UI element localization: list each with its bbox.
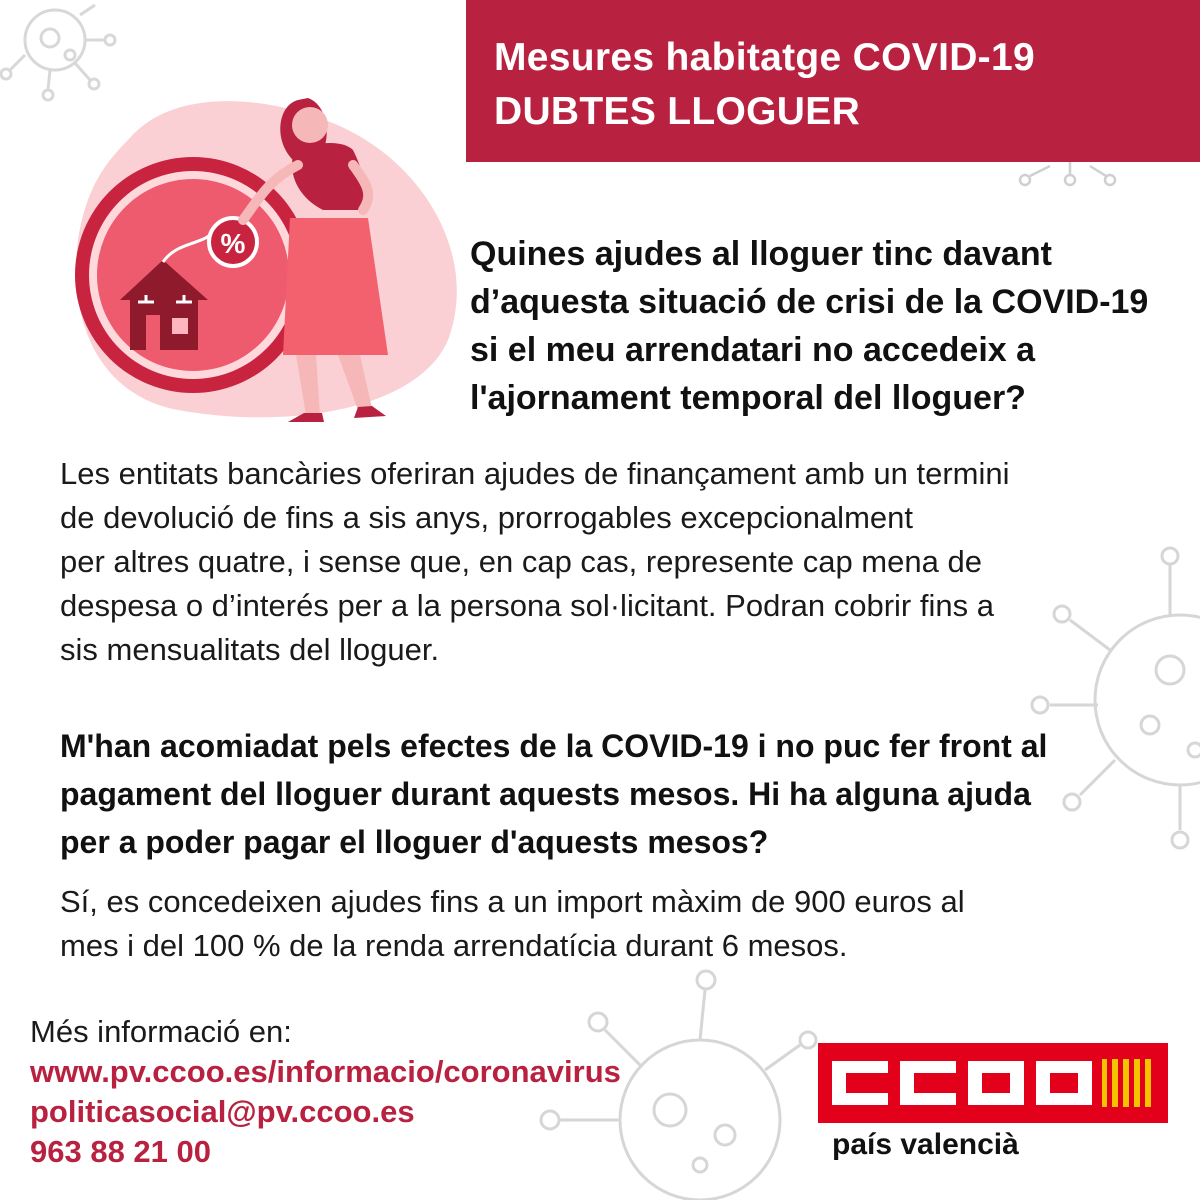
contact-info xyxy=(30,1012,621,1172)
answer-1: Les entitats bancàries oferiran ajudes de finançament amb un termini de devolució de fins a sis anys, prorrogables excepcionalment per altres quatre, i sense que, en cap cas, represente cap mena de despesa o d’interés per a la persona sol·licitant. Podran cobrir fins a sis mensualitats del lloguer. xyxy=(60,456,1010,667)
logo-subtitle: país valencià xyxy=(832,1128,1019,1161)
virus-icon xyxy=(1010,162,1130,192)
info-label: Més informació en: xyxy=(30,1014,292,1049)
question-2: M'han acomiadat pels efectes de la COVID-19 i no puc fer front al pagament del lloguer durant aquests mesos. Hi ha alguna ajuda per a poder pagar el lloguer d'aquests mesos? xyxy=(60,728,1048,860)
svg-text:%: % xyxy=(220,228,246,259)
header-title: Mesures habitatge COVID-19 xyxy=(494,36,1035,79)
ccoo-logo-mark xyxy=(818,1043,1168,1123)
senyera-flag-icon xyxy=(1102,1059,1156,1107)
header-subtitle: DUBTES LLOGUER xyxy=(494,90,861,133)
website-link[interactable]: www.pv.ccoo.es/informacio/coronavirus xyxy=(30,1054,621,1089)
answer-2: Sí, es concedeixen ajudes fins a un import màxim de 900 euros al mes i del 100 % de la renda arrendatícia durant 6 mesos. xyxy=(60,884,965,963)
header-banner xyxy=(466,0,1200,162)
ccoo-logo xyxy=(818,1043,1168,1123)
phone-number[interactable]: 963 88 21 00 xyxy=(30,1134,212,1169)
question-1: Quines ajudes al lloguer tinc davant d’aquesta situació de crisi de la COVID-19 si el meu arrendatari no accedeix a l'ajornament temporal del lloguer? xyxy=(470,235,1149,417)
percent-icon xyxy=(209,218,257,266)
email-link[interactable]: politicasocial@pv.ccoo.es xyxy=(30,1094,415,1129)
woman-illustration xyxy=(68,70,488,430)
